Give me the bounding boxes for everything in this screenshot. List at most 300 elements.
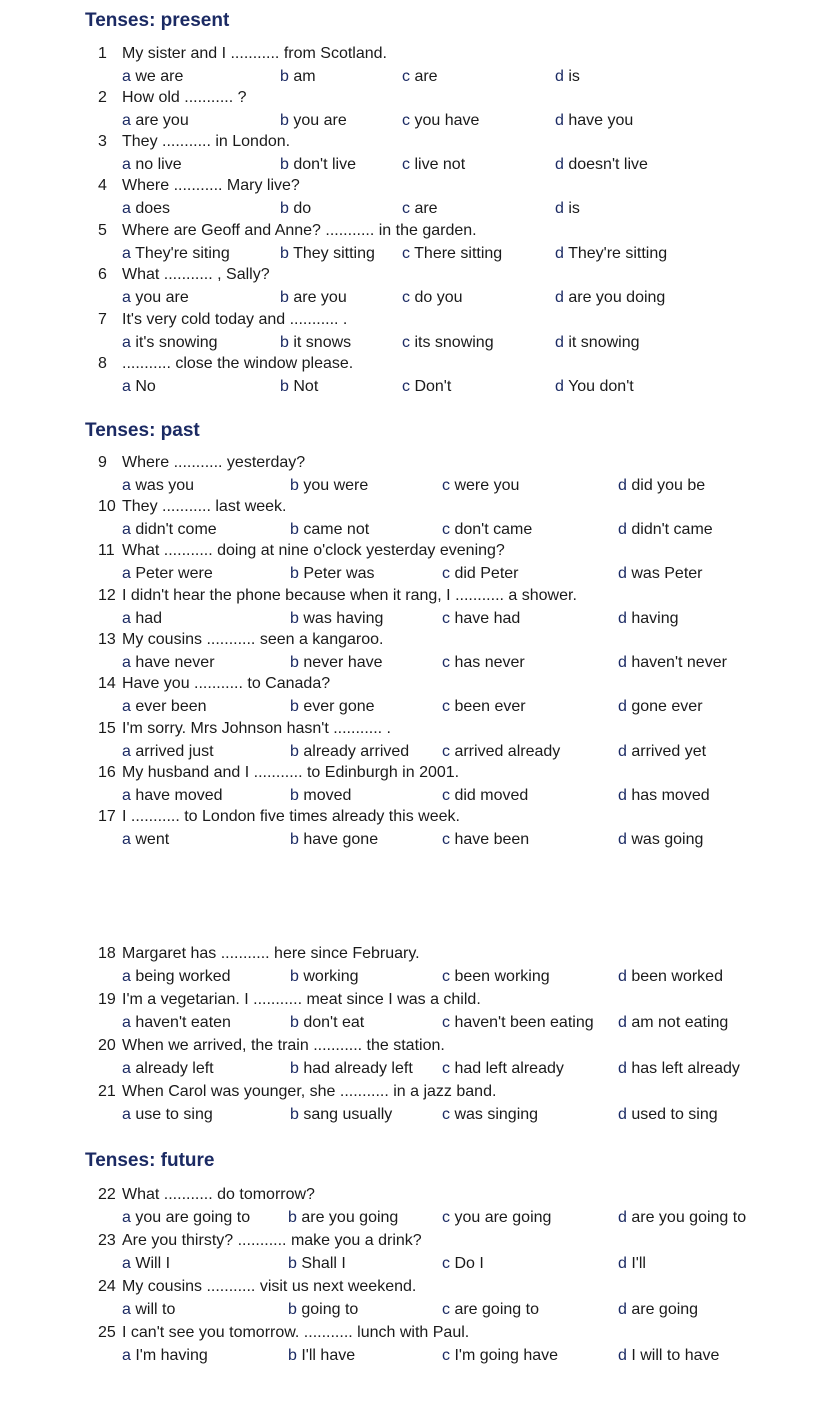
question-number: 13 <box>98 631 116 648</box>
option-text: ever gone <box>303 698 375 715</box>
option-text: is <box>568 68 580 85</box>
option-letter: b <box>290 610 299 627</box>
question-number: 9 <box>98 454 107 471</box>
option-text: I'm having <box>135 1347 208 1364</box>
option-text: Shall I <box>301 1255 346 1272</box>
question-stem <box>98 1231 422 1251</box>
answer-option-a[interactable] <box>122 1013 231 1033</box>
option-letter: d <box>555 156 564 173</box>
answer-option-d[interactable] <box>618 742 706 762</box>
option-letter: a <box>122 654 131 671</box>
option-letter: a <box>122 1255 131 1272</box>
answer-option-c[interactable] <box>442 742 560 762</box>
question-stem <box>98 497 287 517</box>
answer-option-d[interactable] <box>618 1105 718 1125</box>
answer-option-c[interactable] <box>402 244 502 264</box>
question-number: 19 <box>98 991 116 1008</box>
answer-option-c[interactable] <box>442 1300 539 1320</box>
option-text: never have <box>303 654 383 671</box>
answer-option-a[interactable] <box>122 155 182 175</box>
option-letter: d <box>618 477 627 494</box>
option-text: are you doing <box>568 289 666 306</box>
answer-option-b[interactable] <box>288 1208 398 1228</box>
question-number: 20 <box>98 1037 116 1054</box>
option-text: had left already <box>454 1060 564 1077</box>
answer-option-a[interactable] <box>122 67 183 87</box>
option-letter: d <box>555 200 564 217</box>
option-text: do you <box>414 289 463 306</box>
option-letter: d <box>618 1106 627 1123</box>
option-text: arrived just <box>135 743 214 760</box>
answer-option-b[interactable] <box>290 653 383 673</box>
answer-option-a[interactable] <box>122 288 189 308</box>
option-letter: a <box>122 477 131 494</box>
answer-option-d[interactable] <box>555 111 633 131</box>
answer-option-a[interactable] <box>122 377 156 397</box>
answer-option-a[interactable] <box>122 609 162 629</box>
option-text: They sitting <box>293 245 375 262</box>
question-number: 1 <box>98 45 107 62</box>
option-text: was going <box>631 831 704 848</box>
option-text: didn't come <box>135 521 217 538</box>
answer-option-b[interactable] <box>290 967 359 987</box>
option-text: was you <box>135 477 195 494</box>
option-text: went <box>135 831 170 848</box>
option-text: you are going to <box>135 1209 251 1226</box>
option-letter: d <box>618 1301 627 1318</box>
answer-option-d[interactable] <box>618 786 710 806</box>
option-text: have been <box>454 831 530 848</box>
option-letter: b <box>290 1106 299 1123</box>
option-text: does <box>135 200 171 217</box>
option-text: was singing <box>454 1106 539 1123</box>
question-number: 22 <box>98 1186 116 1203</box>
question-text: They ........... last week. <box>122 498 287 515</box>
question-number: 10 <box>98 498 116 515</box>
option-text: have never <box>135 654 215 671</box>
option-text: Peter were <box>135 565 213 582</box>
answer-option-a[interactable] <box>122 967 231 987</box>
option-text: will to <box>135 1301 176 1318</box>
question-text: How old ........... ? <box>122 89 247 106</box>
option-letter: b <box>290 787 299 804</box>
option-text: didn't came <box>631 521 713 538</box>
option-letter: c <box>442 1347 450 1364</box>
option-letter: b <box>288 1301 297 1318</box>
option-text: Do I <box>454 1255 484 1272</box>
answer-option-a[interactable] <box>122 1105 213 1125</box>
option-text: no live <box>135 156 182 173</box>
option-letter: c <box>442 1060 450 1077</box>
answer-option-a[interactable] <box>122 742 214 762</box>
answer-option-a[interactable] <box>122 1059 214 1079</box>
option-text: used to sing <box>631 1106 718 1123</box>
question-text: I can't see you tomorrow. ........... lunch with Paul. <box>122 1324 470 1341</box>
answer-option-c[interactable] <box>442 520 532 540</box>
question-stem <box>98 221 477 241</box>
option-letter: c <box>442 1106 450 1123</box>
question-stem <box>98 944 420 964</box>
question-number: 21 <box>98 1083 116 1100</box>
answer-option-c[interactable] <box>442 1254 484 1274</box>
answer-option-c[interactable] <box>442 609 520 629</box>
option-text: has never <box>454 654 525 671</box>
question-text: When Carol was younger, she ........... in a jazz band. <box>122 1083 497 1100</box>
option-letter: c <box>442 610 450 627</box>
option-letter: d <box>618 654 627 671</box>
question-stem <box>98 44 387 64</box>
answer-option-c[interactable] <box>442 967 550 987</box>
option-text: being worked <box>135 968 231 985</box>
section-title: Tenses: past <box>85 420 200 441</box>
question-number: 7 <box>98 311 107 328</box>
answer-option-c[interactable] <box>442 830 529 850</box>
question-number: 15 <box>98 720 116 737</box>
answer-option-c[interactable] <box>442 476 519 496</box>
answer-option-d[interactable] <box>555 155 648 175</box>
answer-option-b[interactable] <box>280 333 351 353</box>
answer-option-b[interactable] <box>290 1105 392 1125</box>
question-text: What ........... doing at nine o'clock yesterday evening? <box>122 542 505 559</box>
answer-option-a[interactable] <box>122 1208 250 1228</box>
answer-option-a[interactable] <box>122 520 217 540</box>
answer-option-d[interactable] <box>618 476 705 496</box>
option-letter: c <box>402 112 410 129</box>
answer-option-b[interactable] <box>290 564 375 584</box>
option-text: are going to <box>454 1301 539 1318</box>
answer-option-c[interactable] <box>402 288 463 308</box>
option-text: sang usually <box>303 1106 393 1123</box>
question-number: 23 <box>98 1232 116 1249</box>
question-text: Where ........... yesterday? <box>122 454 306 471</box>
option-text: haven't never <box>631 654 727 671</box>
question-number: 11 <box>98 542 115 559</box>
answer-option-b[interactable] <box>290 609 383 629</box>
answer-option-a[interactable] <box>122 697 207 717</box>
answer-option-c[interactable] <box>442 653 525 673</box>
answer-option-a[interactable] <box>122 476 194 496</box>
option-text: was Peter <box>631 565 703 582</box>
answer-option-b[interactable] <box>280 199 311 219</box>
answer-option-b[interactable] <box>288 1346 355 1366</box>
answer-option-a[interactable] <box>122 244 230 264</box>
option-letter: c <box>402 289 410 306</box>
answer-option-c[interactable] <box>442 786 528 806</box>
option-letter: c <box>442 1209 450 1226</box>
option-letter: a <box>122 289 131 306</box>
option-text: have gone <box>303 831 379 848</box>
question-text: I ........... to London five times already this week. <box>122 808 460 825</box>
answer-option-b[interactable] <box>280 111 347 131</box>
option-letter: c <box>442 831 450 848</box>
question-stem <box>98 630 383 650</box>
option-text: are going <box>631 1301 699 1318</box>
answer-option-d[interactable] <box>618 1208 746 1228</box>
option-letter: a <box>122 698 131 715</box>
answer-option-b[interactable] <box>290 1013 364 1033</box>
option-letter: d <box>618 1060 627 1077</box>
option-text: have had <box>454 610 521 627</box>
question-stem <box>98 586 577 606</box>
option-letter: d <box>618 831 627 848</box>
option-text: I'll have <box>301 1347 356 1364</box>
answer-option-d[interactable] <box>618 564 703 584</box>
option-text: its snowing <box>414 334 494 351</box>
option-text: already arrived <box>303 743 410 760</box>
answer-option-a[interactable] <box>122 1300 175 1320</box>
answer-option-b[interactable] <box>288 1254 346 1274</box>
answer-option-d[interactable] <box>618 1059 740 1079</box>
option-letter: b <box>290 831 299 848</box>
question-text: Margaret has ........... here since February. <box>122 945 420 962</box>
question-text: Have you ........... to Canada? <box>122 675 331 692</box>
option-letter: d <box>618 565 627 582</box>
option-letter: a <box>122 521 131 538</box>
question-stem <box>98 674 330 694</box>
option-text: did moved <box>454 787 529 804</box>
option-text: is <box>568 200 580 217</box>
answer-option-b[interactable] <box>290 697 375 717</box>
answer-option-a[interactable] <box>122 333 218 353</box>
option-text: are you <box>135 112 189 129</box>
answer-option-d[interactable] <box>618 830 703 850</box>
option-text: already left <box>135 1060 214 1077</box>
option-letter: d <box>618 610 627 627</box>
answer-option-c[interactable] <box>402 111 479 131</box>
question-number: 16 <box>98 764 116 781</box>
option-letter: d <box>618 1347 627 1364</box>
question-stem <box>98 176 300 196</box>
option-text: Peter was <box>303 565 375 582</box>
option-letter: a <box>122 200 131 217</box>
option-letter: b <box>290 1014 299 1031</box>
answer-option-d[interactable] <box>618 1346 719 1366</box>
option-letter: a <box>122 1301 131 1318</box>
option-letter: d <box>555 112 564 129</box>
answer-option-b[interactable] <box>280 377 318 397</box>
question-number: 17 <box>98 808 116 825</box>
option-text: been ever <box>454 698 526 715</box>
option-text: has left already <box>631 1060 740 1077</box>
option-letter: c <box>402 334 410 351</box>
answer-option-b[interactable] <box>290 830 378 850</box>
option-text: did you be <box>631 477 706 494</box>
answer-option-b[interactable] <box>290 520 369 540</box>
question-text: What ........... do tomorrow? <box>122 1186 315 1203</box>
option-letter: a <box>122 156 131 173</box>
option-letter: d <box>618 1209 627 1226</box>
option-text: were you <box>454 477 520 494</box>
option-letter: b <box>290 477 299 494</box>
option-text: working <box>303 968 359 985</box>
option-text: don't eat <box>303 1014 365 1031</box>
option-text: had <box>135 610 163 627</box>
option-letter: c <box>402 156 410 173</box>
answer-option-d[interactable] <box>555 333 640 353</box>
option-text: been worked <box>631 968 723 985</box>
question-number: 4 <box>98 177 107 194</box>
question-stem <box>98 1036 445 1056</box>
option-text: use to sing <box>135 1106 213 1123</box>
option-text: did Peter <box>454 565 519 582</box>
answer-option-d[interactable] <box>618 520 713 540</box>
option-letter: c <box>402 200 410 217</box>
option-letter: a <box>122 968 131 985</box>
option-text: Not <box>293 378 319 395</box>
answer-option-c[interactable] <box>442 1105 538 1125</box>
answer-option-a[interactable] <box>122 786 223 806</box>
option-text: I'm going have <box>454 1347 559 1364</box>
answer-option-c[interactable] <box>402 155 465 175</box>
question-text: They ........... in London. <box>122 133 291 150</box>
option-letter: a <box>122 787 131 804</box>
answer-option-d[interactable] <box>555 244 667 264</box>
option-letter: d <box>618 1014 627 1031</box>
option-letter: b <box>290 968 299 985</box>
option-text: I'll <box>631 1255 646 1272</box>
option-letter: d <box>618 968 627 985</box>
option-letter: c <box>402 378 410 395</box>
option-text: having <box>631 610 679 627</box>
answer-option-a[interactable] <box>122 199 170 219</box>
question-text: My sister and I ........... from Scotland. <box>122 45 387 62</box>
question-stem <box>98 1185 315 1205</box>
answer-option-d[interactable] <box>555 67 580 87</box>
answer-option-d[interactable] <box>618 967 723 987</box>
option-text: They're siting <box>135 245 230 262</box>
answer-option-c[interactable] <box>402 333 494 353</box>
option-letter: b <box>280 289 289 306</box>
option-text: it's snowing <box>135 334 218 351</box>
option-text: we are <box>135 68 184 85</box>
option-letter: b <box>290 565 299 582</box>
option-letter: a <box>122 334 131 351</box>
option-text: you were <box>303 477 369 494</box>
answer-option-a[interactable] <box>122 830 169 850</box>
answer-option-d[interactable] <box>555 288 665 308</box>
answer-option-a[interactable] <box>122 111 189 131</box>
answer-option-c[interactable] <box>442 697 526 717</box>
answer-option-b[interactable] <box>290 1059 413 1079</box>
answer-option-a[interactable] <box>122 564 213 584</box>
question-number: 12 <box>98 587 116 604</box>
answer-option-d[interactable] <box>618 1300 698 1320</box>
answer-option-a[interactable] <box>122 653 215 673</box>
answer-option-d[interactable] <box>555 199 580 219</box>
answer-option-b[interactable] <box>280 244 375 264</box>
answer-option-d[interactable] <box>555 377 634 397</box>
option-letter: b <box>290 698 299 715</box>
option-letter: c <box>402 245 410 262</box>
answer-option-b[interactable] <box>288 1300 358 1320</box>
option-letter: d <box>618 787 627 804</box>
option-letter: b <box>280 200 289 217</box>
option-text: are <box>414 200 438 217</box>
answer-option-a[interactable] <box>122 1346 208 1366</box>
question-number: 14 <box>98 675 116 692</box>
option-text: haven't been eating <box>454 1014 594 1031</box>
question-stem <box>98 354 353 374</box>
option-text: am <box>293 68 316 85</box>
section-title: Tenses: present <box>85 10 230 31</box>
option-letter: b <box>280 334 289 351</box>
answer-option-c[interactable] <box>402 67 438 87</box>
answer-option-b[interactable] <box>290 476 368 496</box>
answer-option-b[interactable] <box>280 288 347 308</box>
answer-option-a[interactable] <box>122 1254 170 1274</box>
option-letter: c <box>442 654 450 671</box>
answer-option-c[interactable] <box>442 1059 564 1079</box>
question-number: 24 <box>98 1278 116 1295</box>
option-letter: c <box>442 1014 450 1031</box>
option-text: There sitting <box>414 245 503 262</box>
option-letter: b <box>280 156 289 173</box>
option-text: are you going <box>301 1209 399 1226</box>
answer-option-c[interactable] <box>442 1346 558 1366</box>
option-text: live not <box>414 156 466 173</box>
answer-option-b[interactable] <box>290 786 351 806</box>
option-text: They're sitting <box>568 245 668 262</box>
option-letter: c <box>442 565 450 582</box>
question-text: I'm a vegetarian. I ........... meat since I was a child. <box>122 991 481 1008</box>
question-number: 25 <box>98 1324 116 1341</box>
answer-option-d[interactable] <box>618 609 679 629</box>
section-title: Tenses: future <box>85 1150 215 1171</box>
answer-option-d[interactable] <box>618 1013 728 1033</box>
option-letter: c <box>402 68 410 85</box>
question-number: 8 <box>98 355 107 372</box>
question-stem <box>98 265 270 285</box>
option-text: it snows <box>293 334 352 351</box>
question-text: ........... close the window please. <box>122 355 354 372</box>
option-letter: b <box>288 1209 297 1226</box>
option-text: moved <box>303 787 352 804</box>
question-text: My cousins ........... seen a kangaroo. <box>122 631 384 648</box>
question-number: 6 <box>98 266 107 283</box>
answer-option-d[interactable] <box>618 1254 646 1274</box>
question-text: Are you thirsty? ........... make you a drink? <box>122 1232 422 1249</box>
question-text: It's very cold today and ........... . <box>122 311 348 328</box>
option-letter: a <box>122 378 131 395</box>
answer-option-c[interactable] <box>402 377 451 397</box>
option-text: You don't <box>568 378 634 395</box>
question-number: 18 <box>98 945 116 962</box>
option-letter: d <box>618 743 627 760</box>
answer-option-d[interactable] <box>618 653 727 673</box>
option-letter: b <box>290 654 299 671</box>
answer-option-b[interactable] <box>280 67 316 87</box>
option-letter: a <box>122 245 131 262</box>
question-stem <box>98 719 391 739</box>
answer-option-c[interactable] <box>402 199 438 219</box>
answer-option-c[interactable] <box>442 564 519 584</box>
answer-option-d[interactable] <box>618 697 703 717</box>
option-text: are you <box>293 289 347 306</box>
option-text: it snowing <box>568 334 640 351</box>
option-text: are you going to <box>631 1209 747 1226</box>
answer-option-c[interactable] <box>442 1013 594 1033</box>
option-letter: c <box>442 743 450 760</box>
answer-option-b[interactable] <box>290 742 409 762</box>
option-text: Will I <box>135 1255 171 1272</box>
option-letter: c <box>442 968 450 985</box>
option-letter: a <box>122 68 131 85</box>
answer-option-c[interactable] <box>442 1208 551 1228</box>
answer-option-b[interactable] <box>280 155 356 175</box>
option-letter: c <box>442 477 450 494</box>
option-letter: a <box>122 1347 131 1364</box>
option-letter: a <box>122 1106 131 1123</box>
